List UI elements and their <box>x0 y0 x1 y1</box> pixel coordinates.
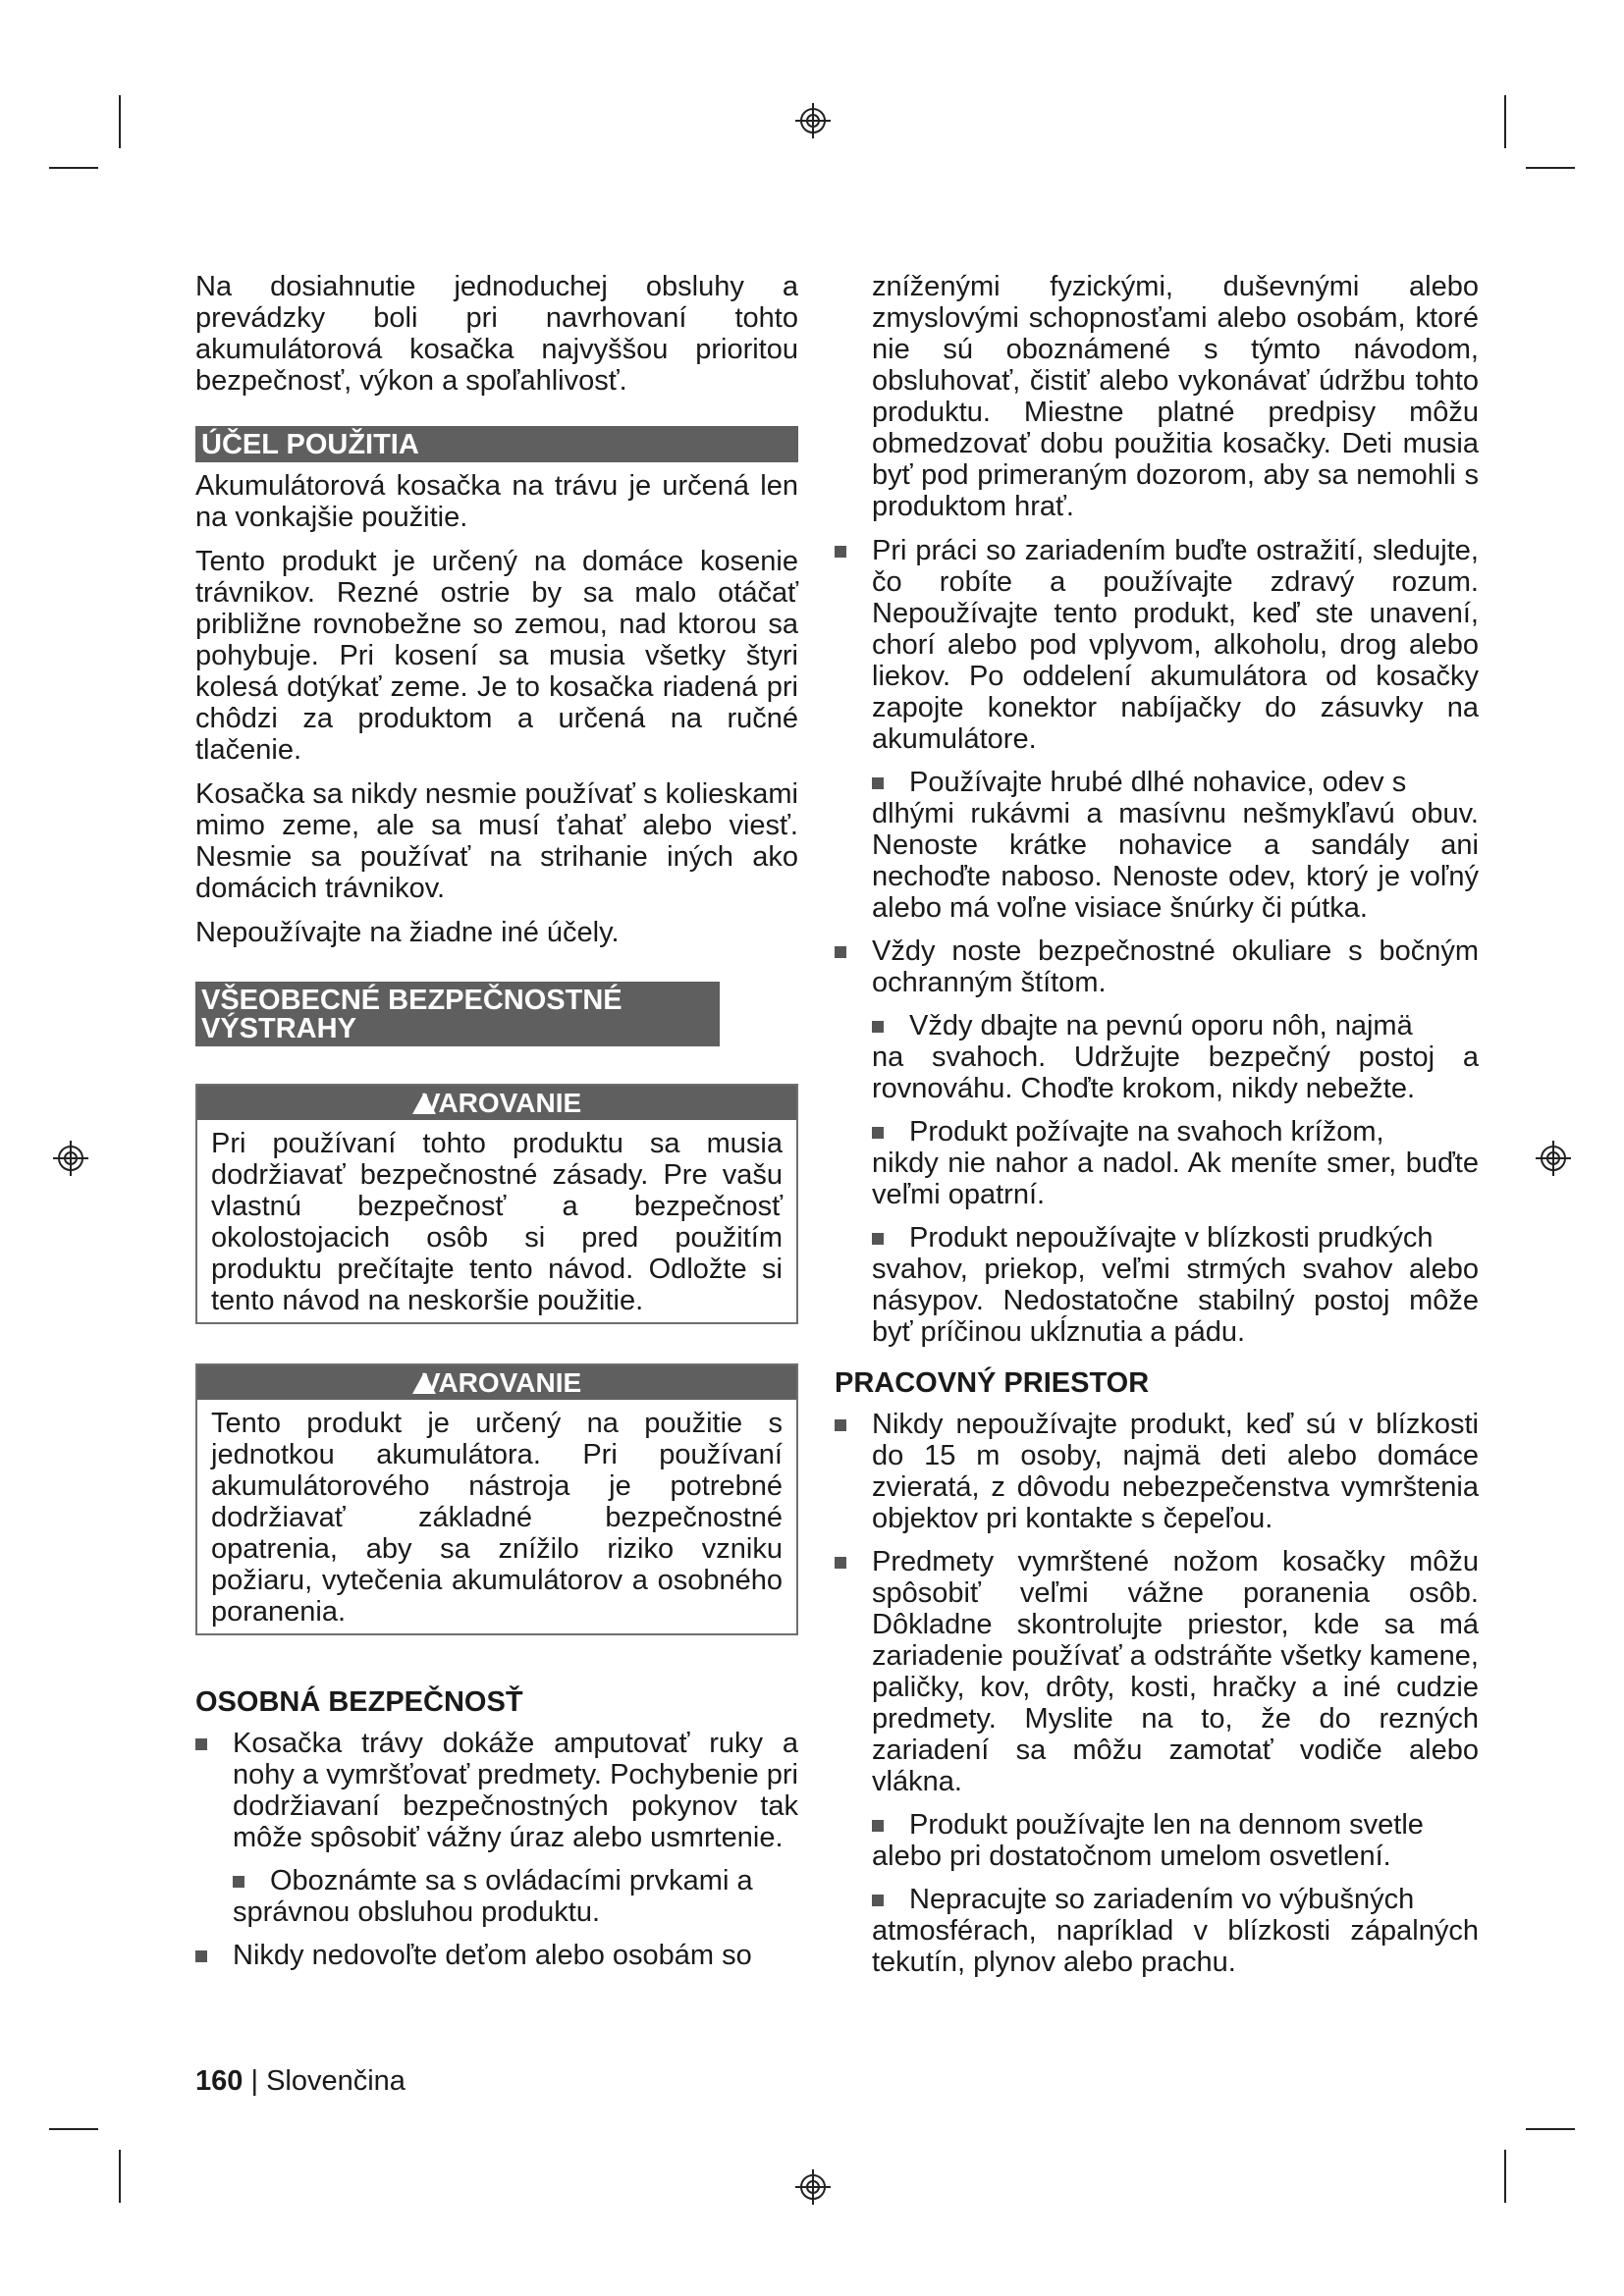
bullet-icon <box>872 1820 884 1832</box>
list-item: Oboznámte sa s ovládacími prvkami a správnou obsluhou produktu. <box>233 1865 753 1928</box>
section-heading-personal: OSOBNÁ BEZPEČNOSŤ <box>195 1686 523 1718</box>
left-column <box>195 271 798 1983</box>
bullet-icon <box>835 1557 846 1569</box>
page-footer <box>195 2065 406 2097</box>
list-item: Používajte hrubé dlhé nohavice, odev s dlhými rukávmi a masívnu nešmykľavú obuv. Nenoste krátke nohavice a sandály ani nechoďte naboso. Nenoste odev, ktorý je voľný alebo má voľne visiace šnúrky či pútka. <box>872 767 1479 924</box>
bullet-icon <box>233 1876 244 1888</box>
warning-title: VAROVANIE <box>421 1367 582 1398</box>
list-item: Predmety vymrštené nožom kosačky môžu spôsobiť veľmi vážne poranenia osôb. Dôkladne skontrolujte priestor, kde sa má zariadenie používať a odstráňte všetky kamene, paličky, kov, drôty, kosti, hračky a iné cudzie predmety. Myslite na to, že do rezných zariadení sa môžu zamotať vodiče alebo vlákna. <box>835 1546 1479 1797</box>
crop-mark <box>1504 2150 1506 2203</box>
warning-box <box>195 1363 798 1635</box>
intro-paragraph: Na dosiahnutie jednoduchej obsluhy a prevádzky boli pri navrhovaní tohto akumulátorová kosačka najvyššou prioritou bezpečnosť, výkon a spoľahlivosť. <box>195 271 798 397</box>
warning-header <box>197 1086 796 1120</box>
bullet-icon <box>872 777 884 789</box>
bullet-icon <box>872 1233 884 1245</box>
list-item: Nikdy nepoužívajte produkt, keď sú v blízkosti do 15 m osoby, najmä deti alebo domáce zvieratá, z dôvodu nebezpečenstva vymrštenia objektov pri kontakte s čepeľou. <box>835 1409 1479 1534</box>
paragraph: Kosačka sa nikdy nesmie používať s kolieskami mimo zeme, ale sa musí ťahať alebo viesť. Nesmie sa používať na strihanie iných ako domácich trávnikov. <box>195 778 798 904</box>
crop-mark <box>49 2128 98 2130</box>
warning-header <box>197 1365 796 1400</box>
bullet-icon <box>872 1127 884 1139</box>
registration-mark-icon <box>793 2167 833 2207</box>
paragraph: Tento produkt je určený na domáce kosenie trávnikov. Rezné ostrie by sa malo otáčať približne rovnobežne so zemou, nad ktorou sa pohybuje. Pri kosení sa musia všetky štyri kolesá dotýkať zeme. Je to kosačka riadená pri chôdzi za produktom a určená na ručné tlačenie. <box>195 546 798 766</box>
list-item: Produkt nepoužívajte v blízkosti prudkých svahov, priekop, veľmi strmých svahov alebo násypov. Nedostatočne stabilný postoj môže byť príčinou ukĺznutia a pádu. <box>872 1222 1479 1348</box>
right-column <box>835 271 1479 1990</box>
bullet-icon <box>195 1738 207 1750</box>
crop-mark <box>1526 2128 1575 2130</box>
list-item: Nepracujte so zariadením vo výbušných atmosférach, napríklad v blízkosti zápalných tekutín, plynov alebo prachu. <box>872 1884 1479 1978</box>
list-item: Produkt používajte len na dennom svetle alebo pri dostatočnom umelom osvetlení. <box>872 1809 1424 1872</box>
crop-mark <box>119 95 121 148</box>
footer-language: Slovenčina <box>266 2065 406 2097</box>
list-item: Produkt požívajte na svahoch krížom, nikdy nie nahor a nadol. Ak meníte smer, buďte veľmi opatrní. <box>872 1116 1479 1210</box>
crop-mark <box>119 2150 121 2203</box>
section-heading-workspace: PRACOVNÝ PRIESTOR <box>835 1367 1150 1399</box>
list-item: Pri práci so zariadením buďte ostražití, sledujte, čo robíte a používajte zdravý rozum. Nepoužívajte tento produkt, keď ste unavení, chorí alebo pod vplyvom, alkoholu, drog alebo liekov. Po oddelení akumulátora od kosačky zapojte konektor nabíjačky do zásuvky na akumulátore. <box>835 535 1479 755</box>
warning-text: Tento produkt je určený na použitie s jednotkou akumulátora. Pri používaní akumulátorového nástroja je potrebné dodržiavať základné bezpečnostné opatrenia, aby sa znížilo riziko vzniku požiaru, vytečenia akumulátorov a osobného poranenia. <box>211 1408 783 1628</box>
bullet-icon <box>835 1419 846 1431</box>
section-heading-safety: VŠEOBECNÉ BEZPEČNOSTNÉ VÝSTRAHY <box>195 982 720 1046</box>
list-item: Kosačka trávy dokáže amputovať ruky a nohy a vymršťovať predmety. Pochybenie pri dodržiavaní bezpečnostných pokynov tak môže spôsobiť vážny úraz alebo usmrtenie. <box>195 1728 798 1853</box>
crop-mark <box>49 167 98 169</box>
paragraph: zníženými fyzickými, duševnými alebo zmyslovými schopnosťami alebo osobám, ktoré nie sú oboznámené s týmto návodom, obsluhovať, čistiť alebo vykonávať údržbu tohto produktu. Miestne platné predpisy môžu obmedzovať dobu použitia kosačky. Deti musia byť pod primeraným dozorom, aby sa nemohli s produktom hrať. <box>872 271 1479 522</box>
list-item: Vždy dbajte na pevnú oporu nôh, najmä na svahoch. Udržujte bezpečný postoj a rovnováhu. Choďte krokom, nikdy nebežte. <box>872 1010 1479 1104</box>
warning-title: VAROVANIE <box>421 1088 582 1118</box>
section-heading-use: ÚČEL POUŽITIA <box>195 426 798 462</box>
list-item: Vždy noste bezpečnostné okuliare s bočným ochranným štítom. <box>835 935 1479 998</box>
footer-separator: | <box>250 2065 258 2097</box>
paragraph: Akumulátorová kosačka na trávu je určená len na vonkajšie použitie. <box>195 470 798 533</box>
registration-mark-icon <box>1534 1139 1573 1178</box>
bullet-icon <box>872 1021 884 1033</box>
registration-mark-icon <box>793 101 833 140</box>
bullet-icon <box>835 946 846 958</box>
warning-box <box>195 1084 798 1324</box>
warning-text: Pri používaní tohto produktu sa musia dodržiavať bezpečnostné zásady. Pre vašu vlastnú bezpečnosť a bezpečnosť okolostojacich osôb si pred použitím produktu prečítajte tento návod. Odložte si tento návod na neskoršie použitie. <box>211 1128 783 1316</box>
crop-mark <box>1504 95 1506 148</box>
page-number: 160 <box>195 2065 244 2097</box>
list-item: Nikdy nedovoľte deťom alebo osobám so <box>195 1940 798 1971</box>
paragraph: Nepoužívajte na žiadne iné účely. <box>195 917 620 948</box>
bullet-icon <box>872 1895 884 1906</box>
crop-mark <box>1526 167 1575 169</box>
bullet-icon <box>195 1950 207 1962</box>
bullet-icon <box>835 546 846 558</box>
registration-mark-icon <box>51 1139 90 1178</box>
